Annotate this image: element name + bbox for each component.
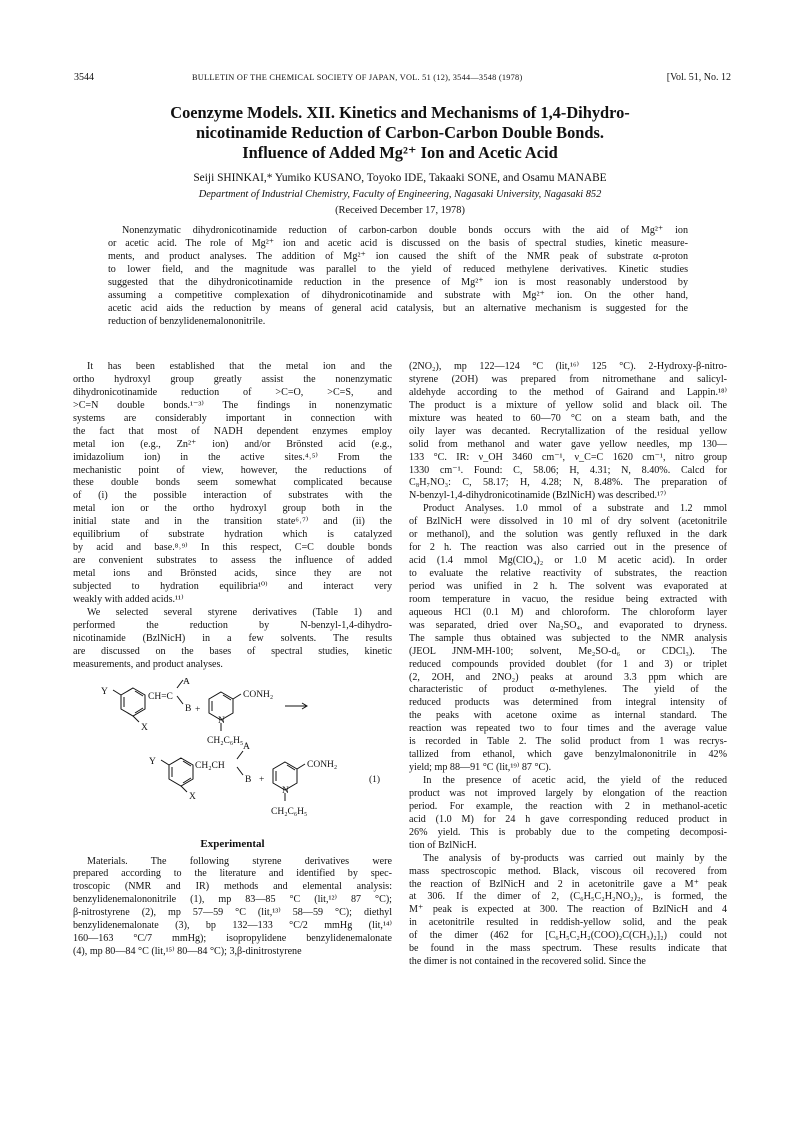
text-line: >C=N double bonds.¹⁻³⁾ The findings in nonenzymatic bbox=[73, 399, 392, 411]
scheme-label: + bbox=[259, 774, 265, 785]
scheme-label: X bbox=[141, 722, 148, 733]
title-line: Influence of Added Mg²⁺ Ion and Acetic Acid bbox=[242, 143, 558, 162]
text-line: (JEOL JNM-MH-100; solvent, Me₂SO-d₆ or CDCl₃). The bbox=[409, 645, 727, 657]
text-line: reaction was repeated two to four times and the average value bbox=[409, 723, 727, 735]
reaction-scheme bbox=[73, 678, 392, 828]
experimental-section bbox=[73, 856, 392, 960]
text-line: The product is a mixture of yellow solid and black oil. The bbox=[409, 399, 727, 411]
text-line: systems are considerably important in connection with bbox=[73, 412, 392, 424]
abstract-line: suggested that the dihydronicotinamide reduction in the presence of Mg²⁺ ion is most reasonably understood by bbox=[108, 277, 688, 289]
product-analyses bbox=[409, 503, 727, 775]
abstract-line: Nonenzymatic dihydronicotinamide reduction of carbon-carbon double bonds occurs with the aid of Mg²⁺ ion bbox=[122, 225, 688, 236]
text-line: mechanistic point of view, however, the reductions of bbox=[73, 464, 392, 476]
text-line: was separated, dried over Na₂SO₄, and evaporated to dryness. bbox=[409, 619, 727, 631]
text-line: (2NO₂), mp 122—124 °C (lit,¹⁶⁾ 125 °C). 2-Hydroxy-β-nitro- bbox=[409, 361, 727, 372]
text-line: (4), mp 80—84 °C (lit,¹⁵⁾ 80—84 °C); 3,β-dinitrostyrene bbox=[73, 946, 302, 958]
text-line: styrene (2OH) was prepared from nitromethane and salicyl- bbox=[409, 373, 727, 385]
author-list: Seiji SHINKAI,* Yumiko KUSANO, Toyoko IDE, Takaaki SONE, and Osamu MANABE bbox=[193, 172, 607, 184]
scheme-label: CH₂C₆H₅ bbox=[271, 806, 308, 817]
introduction bbox=[73, 361, 392, 607]
text-line: the reaction of BzlNicH and 2 in acetonitrile gave a M⁺ peak bbox=[409, 878, 727, 890]
title-line: Coenzyme Models. XII. Kinetics and Mechanisms of 1,4-Dihydro- bbox=[170, 103, 630, 122]
text-line: metal ion or the ortho hydroxyl group both in the bbox=[73, 503, 392, 515]
text-line: by acid and base.⁸˒⁹⁾ In this respect, C=C double bonds bbox=[73, 542, 392, 554]
acetic-acid-paragraph bbox=[409, 775, 727, 853]
text-line: Materials. The following styrene derivatives were bbox=[87, 855, 392, 867]
left-column bbox=[73, 361, 392, 959]
text-line: oily layer was decanted. Recrytallization of the residual yellow bbox=[409, 425, 727, 437]
volume-label: [Vol. 51, No. 12 bbox=[666, 72, 731, 83]
text-line: β-nitrostyrene (2), mp 57—59 °C (lit,¹³⁾ 58—59 °C); diethyl bbox=[73, 907, 392, 919]
running-head bbox=[74, 72, 731, 86]
scheme-label: (1) bbox=[369, 774, 381, 785]
text-line: It has been established that the metal ion and the bbox=[87, 361, 392, 372]
text-line: tallized from ethanol, which gave benzylmalononitrile in 42% bbox=[409, 749, 727, 761]
affiliation: Department of Industrial Chemistry, Faculty of Engineering, Nagasaki University, Nagasaki 852 bbox=[198, 189, 602, 200]
text-line: the peaks with acetone oxime as internal standard. The bbox=[409, 710, 727, 722]
introduction-continued bbox=[73, 607, 392, 672]
text-line: mixture was heated to 60—70 °C on a steam bath, and the bbox=[409, 412, 727, 424]
text-line: nicotinamide (BzlNicH) in a few solvents. The results bbox=[73, 632, 392, 644]
text-line: reduced compounds provided doublet (for 1 and 3) or triplet bbox=[409, 658, 727, 670]
text-line: benzylidenemalononitrile (1), mp 83—85 °C (lit,¹²⁾ 87 °C); bbox=[73, 894, 392, 906]
text-line: characteristic of product α-methylenes. The yield of the bbox=[409, 684, 727, 696]
text-line: dihydronicotinamide reduction of >C=O, >C=S, and bbox=[73, 386, 392, 398]
scheme-label: CONH₂ bbox=[307, 759, 338, 770]
right-column bbox=[409, 361, 727, 969]
scheme-label: Y bbox=[149, 756, 156, 767]
text-line: equilibrium of substrate hydration which is catalyzed bbox=[73, 529, 392, 541]
text-line: be found in the mass spectrum. These results indicate that bbox=[409, 943, 727, 955]
text-line: metal ion (e.g., Zn²⁺ ion) and/or Brönsted acid (e.g., bbox=[73, 438, 392, 450]
title-line: nicotinamide Reduction of Carbon-Carbon Double Bonds. bbox=[196, 123, 604, 142]
text-line: reduced products was determined from integral intensity of bbox=[409, 697, 727, 709]
scheme-label: CH₂C₆H₅ bbox=[207, 735, 244, 746]
text-line: room temperature in vacuo, the residue being extracted with bbox=[409, 593, 727, 605]
text-line: the dimer is not contained in the recovered solid. Since the bbox=[409, 956, 646, 968]
text-line: subjected to hydration equilibria¹⁰⁾ and interact very bbox=[73, 580, 392, 592]
text-line: of the dimer (462 for [C₆H₅C₂H₂(COO)₂C(CH₃)₂]₂) could not bbox=[409, 930, 727, 942]
text-line: benzylidenemalonate (3), bp 132—133 °C/2 mmHg (lit,¹⁴⁾ bbox=[73, 920, 392, 932]
text-line: period. For example, the reaction with 2 in methanol-acetic bbox=[409, 800, 727, 812]
text-line: The analysis of by-products was carried out mainly by the bbox=[423, 852, 727, 864]
text-line: period was unified in 2 h. The solvent was evaporated at bbox=[409, 580, 727, 592]
page-number: 3544 bbox=[74, 72, 94, 83]
article-title bbox=[100, 103, 700, 163]
scheme-label: + bbox=[195, 704, 201, 715]
text-line: are discussed on the bases of spectral studies, kinetic bbox=[73, 645, 392, 657]
scheme-label: X bbox=[189, 791, 196, 802]
scheme-label: B bbox=[185, 703, 192, 714]
by-product-analysis bbox=[409, 853, 727, 969]
text-line: (2, 2OH, and 2NO₂) peaks at around 3.3 ppm which are bbox=[409, 671, 727, 683]
text-line: to evaluate the relative reactivity of substrates, the reaction bbox=[409, 568, 727, 579]
text-line: aldehyde according to the method of Gairand and Lappin.¹⁸⁾ bbox=[409, 386, 727, 398]
text-line: The sample thus obtained was subjected to the NMR analysis bbox=[409, 632, 727, 644]
abstract-line: ments, and product analyses. The addition of Mg²⁺ ion caused the shift of the NMR peak of substrate α-proton bbox=[108, 251, 688, 263]
text-line: these double bonds seem somewhat complicated because bbox=[73, 477, 392, 489]
scheme-label: A bbox=[243, 741, 250, 752]
text-line: are convenient substrates to assess the influence of added bbox=[73, 555, 392, 567]
text-line: of (i) the possible interaction of substrates with the bbox=[73, 490, 392, 502]
text-line: measurements, and product analyses. bbox=[73, 658, 223, 670]
text-line: ortho hydroxyl group greatly assist the nonenzymatic bbox=[73, 373, 392, 385]
abstract-line: assuming a competitive complexation of dihydronicotinamide and substrate with Mg²⁺ ion. On the other hand, bbox=[108, 290, 688, 302]
text-line: initial state and in the transition state⁶˒⁷⁾ and (ii) the bbox=[73, 516, 392, 528]
scheme-label: N bbox=[218, 715, 225, 726]
text-line: or methanol), and the solution was gently refluxed in the dark bbox=[409, 529, 727, 541]
abstract-line: reduction of benzylidenemalononitrile. bbox=[108, 316, 266, 328]
text-line: performed the reduction by N-benzyl-1,4-dihydro- bbox=[73, 619, 392, 631]
scheme-label: CH₂CH bbox=[195, 760, 225, 771]
text-line: In the presence of acetic acid, the yield of the reduced bbox=[423, 775, 727, 786]
text-line: N-benzyl-1,4-dihydronicotinamide (BzlNicH) was described.¹⁷⁾ bbox=[409, 490, 667, 502]
text-line: acid (1.4 mmol Mg(ClO₄)₂ or 1.0 M acetic acid). In order bbox=[409, 555, 727, 567]
journal-citation: BULLETIN OF THE CHEMICAL SOCIETY OF JAPAN, VOL. 51 (12), 3544—3548 (1978) bbox=[192, 73, 523, 82]
scheme-label: A bbox=[183, 677, 190, 687]
text-line: C₈H₇NO₃: C, 58.17; H, 4.28; N, 8.48%. The preparation of bbox=[409, 477, 727, 489]
text-line: aqueous HCl (0.1 M) and chloroform. The chloroform layer bbox=[409, 606, 727, 618]
scheme-label: Y bbox=[101, 686, 108, 697]
text-line: weakly with added acids.¹¹⁾ bbox=[73, 593, 184, 605]
text-line: in acetonitrile resulted in reddish-yellow solid, and the peak bbox=[409, 917, 727, 929]
text-line: 1330 cm⁻¹. Found: C, 58.06; H, 4.31; N, 8.40%. Calcd for bbox=[409, 464, 727, 476]
text-line: 26% yield. This is probably due to the competing decomposi- bbox=[409, 826, 727, 838]
text-line: the fact that most of NADH dependent enzymes employ bbox=[73, 425, 392, 437]
text-line: Product Analyses. 1.0 mmol of a substrate and 1.2 mmol bbox=[423, 503, 727, 515]
text-line: of BzlNicH were dissolved in 10 ml of dry solvent (acetonitrile bbox=[409, 516, 727, 528]
reaction-scheme-drawing bbox=[73, 678, 392, 828]
text-line: yield; mp 88—91 °C (lit,¹⁹⁾ 87 °C). bbox=[409, 762, 552, 774]
text-line: 160—163 °C/7 mmHg); isopropylidene benzylidenemalonate bbox=[73, 933, 392, 945]
scheme-label: N bbox=[282, 785, 289, 796]
text-line: metal ions and Brönsted acids, since they are not bbox=[73, 568, 392, 579]
text-line: for 2 h. The reaction was also carried out in the presence of bbox=[409, 542, 727, 554]
scheme-label: CH=C bbox=[148, 691, 173, 702]
abstract-line: to lower field, and the magnitude was parallel to the yield of reduced methylene derivatives. Kinetic studies bbox=[108, 264, 688, 276]
abstract bbox=[108, 224, 688, 328]
abstract-line: or acetic acid. The role of Mg²⁺ ion and acetic acid is discussed on the basis of spectral studies, kinetic measure- bbox=[108, 238, 688, 250]
text-line: prepared according to the literature and identified by spec- bbox=[73, 868, 392, 880]
text-line: imidazolium ion) in the active sites.⁴˒⁵⁾ From the bbox=[73, 451, 392, 463]
text-line: tion of BzlNicH. bbox=[409, 839, 477, 851]
text-line: product was not improved largely by elongation of the reaction bbox=[409, 787, 727, 799]
text-line: We selected several styrene derivatives (Table 1) and bbox=[87, 606, 392, 618]
text-line: solid from methanol and water gave yellow needles, mp 130— bbox=[409, 438, 727, 450]
scheme-label: CONH₂ bbox=[243, 689, 274, 700]
scheme-label: B bbox=[245, 774, 252, 785]
text-line: M⁺ peak is expected at 300. The reaction of BzlNicH and 4 bbox=[409, 904, 727, 916]
text-line: troscopic (NMR and IR) methods and elemental analysis: bbox=[73, 881, 392, 893]
text-line: at 306. If the dimer of 2, (C₆H₅C₂H₂NO₂)₂, is formed, the bbox=[409, 891, 727, 903]
text-line: mass spectroscopic method. Black, viscous oil recovered from bbox=[409, 865, 727, 877]
materials-continued bbox=[409, 361, 727, 503]
text-line: is recorded in Table 2. The solid product from 1 was recrys- bbox=[409, 736, 727, 748]
experimental-heading: Experimental bbox=[200, 837, 265, 850]
text-line: 133 °C. IR: ν_OH 3460 cm⁻¹, ν_C=C 1620 cm⁻¹, nitro group bbox=[409, 451, 727, 463]
received-date: (Received December 17, 1978) bbox=[335, 205, 465, 216]
text-line: acid (1.0 M) for 24 h gave corresponding reduced product in bbox=[409, 813, 727, 825]
abstract-line: acetic acid aids the reduction by means of general acid catalysis, but an alternative mechanism is suggested for the bbox=[108, 303, 688, 315]
